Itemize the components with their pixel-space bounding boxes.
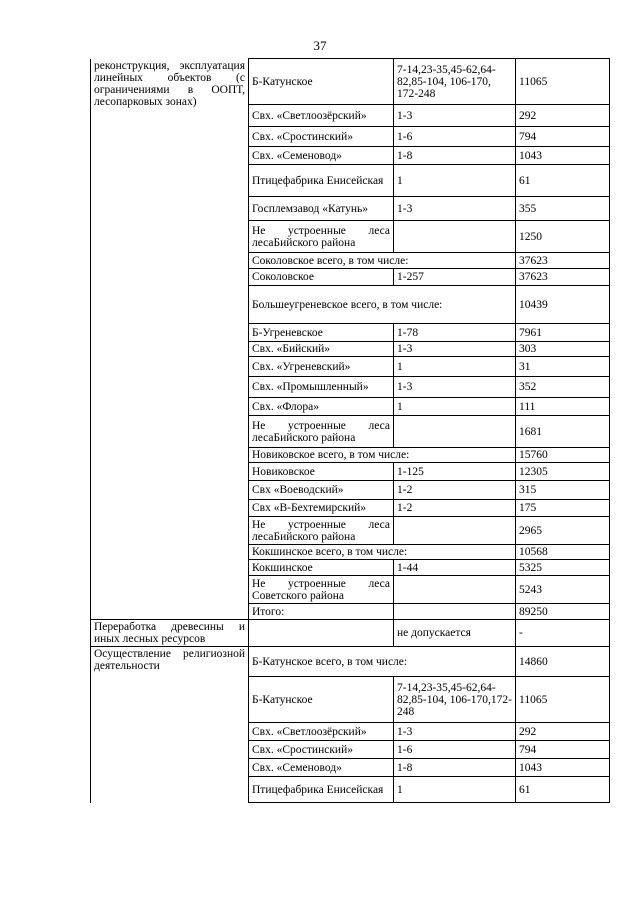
quarter-numbers-cell: 1-257 <box>394 269 516 286</box>
quarter-numbers-cell: 1-8 <box>394 147 516 165</box>
forestry-subtotal-cell: Б-Катунское всего, в том числе: <box>249 647 516 677</box>
forestry-name-cell: Птицефабрика Енисейская <box>249 165 394 197</box>
quarter-numbers-cell <box>394 604 516 620</box>
area-cell: 2965 <box>516 517 610 545</box>
area-cell: 10439 <box>516 286 610 324</box>
forestry-name-cell: Свх. «Семеновод» <box>249 759 394 777</box>
area-cell: 10568 <box>516 545 610 560</box>
area-cell: 1681 <box>516 416 610 448</box>
area-cell: 89250 <box>516 604 610 620</box>
forestry-name-cell: Свх «В-Бехтемирский» <box>249 500 394 517</box>
area-cell: 315 <box>516 481 610 500</box>
area-cell: - <box>516 620 610 647</box>
area-cell: 794 <box>516 741 610 759</box>
quarter-numbers-cell: 1-3 <box>394 197 516 221</box>
quarter-numbers-cell: 1 <box>394 777 516 803</box>
forestry-name-cell: Свх. «Светлоозёрский» <box>249 105 394 127</box>
area-cell: 1250 <box>516 221 610 253</box>
forestry-name-cell: Свх. «Бийский» <box>249 342 394 357</box>
activity-type-cell: Переработка древесины и иных лесных ресурсов <box>91 620 249 647</box>
forestry-name-cell: Б-Катунское <box>249 59 394 105</box>
table-row <box>91 647 610 677</box>
forestry-name-cell <box>249 620 394 647</box>
forestry-name-cell: Свх. «Светлоозёрский» <box>249 723 394 741</box>
area-cell: 37623 <box>516 253 610 269</box>
area-cell: 61 <box>516 777 610 803</box>
forestry-name-cell: Новиковское <box>249 463 394 481</box>
forestry-subtotal-cell: Соколовское всего, в том числе: <box>249 253 516 269</box>
area-cell: 15760 <box>516 448 610 463</box>
forestry-name-cell: Птицефабрика Енисейская <box>249 777 394 803</box>
forestry-name-cell: Кокшинское <box>249 560 394 576</box>
forestry-name-cell: Не устроенные леса лесаБийского района <box>249 517 394 545</box>
quarter-numbers-cell: 7-14,23-35,45-62,64-82,85-104, 106-170, 172-248 <box>394 59 516 105</box>
area-cell: 5243 <box>516 576 610 604</box>
forestry-name-cell: Свх. «Угреневский» <box>249 357 394 377</box>
activity-type-cell: реконструкция, эксплуатация линейных объектов (с ограничениями в ООПТ, лесопарковых зонах) <box>91 59 249 620</box>
area-cell: 303 <box>516 342 610 357</box>
forestry-name-cell: Свх. «Флора» <box>249 398 394 416</box>
table-row <box>91 59 610 105</box>
land-use-table <box>90 58 610 803</box>
table-row <box>91 620 610 647</box>
area-cell: 11065 <box>516 59 610 105</box>
area-cell: 355 <box>516 197 610 221</box>
quarter-numbers-cell: 1-3 <box>394 723 516 741</box>
forestry-name-cell: Свх. «Сростинский» <box>249 127 394 147</box>
area-cell: 794 <box>516 127 610 147</box>
area-cell: 12305 <box>516 463 610 481</box>
quarter-numbers-cell: 1-2 <box>394 481 516 500</box>
area-cell: 11065 <box>516 677 610 723</box>
forestry-name-cell: Б-Катунское <box>249 677 394 723</box>
page-number: 37 <box>313 38 327 53</box>
forestry-name-cell: Госплемзавод «Катунь» <box>249 197 394 221</box>
forestry-name-cell: Б-Угреневское <box>249 324 394 342</box>
forestry-name-cell: Свх. «Сростинский» <box>249 741 394 759</box>
area-cell: 1043 <box>516 147 610 165</box>
quarter-numbers-cell: 1-3 <box>394 105 516 127</box>
quarter-numbers-cell: 1-44 <box>394 560 516 576</box>
forestry-name-cell: Свх. «Семеновод» <box>249 147 394 165</box>
forestry-name-cell: Итого: <box>249 604 394 620</box>
quarter-numbers-cell: 1-125 <box>394 463 516 481</box>
forestry-name-cell: Не устроенные леса лесаБийского района <box>249 416 394 448</box>
quarter-numbers-cell <box>394 221 516 253</box>
forestry-subtotal-cell: Новиковское всего, в том числе: <box>249 448 516 463</box>
area-cell: 14860 <box>516 647 610 677</box>
forestry-name-cell: Соколовское <box>249 269 394 286</box>
area-cell: 352 <box>516 377 610 398</box>
quarter-numbers-cell: не допускается <box>394 620 516 647</box>
forestry-name-cell: Не устроенные леса лесаБийского района <box>249 221 394 253</box>
forestry-subtotal-cell: Кокшинское всего, в том числе: <box>249 545 516 560</box>
forestry-name-cell: Свх. «Промышленный» <box>249 377 394 398</box>
area-cell: 37623 <box>516 269 610 286</box>
quarter-numbers-cell: 1-6 <box>394 741 516 759</box>
quarter-numbers-cell <box>394 416 516 448</box>
quarter-numbers-cell: 1 <box>394 398 516 416</box>
quarter-numbers-cell: 7-14,23-35,45-62,64-82,85-104, 106-170,172-248 <box>394 677 516 723</box>
quarter-numbers-cell <box>394 517 516 545</box>
quarter-numbers-cell <box>394 576 516 604</box>
forestry-name-cell: Свх «Воеводский» <box>249 481 394 500</box>
area-cell: 292 <box>516 723 610 741</box>
activity-type-cell: Осуществление религиозной деятельности <box>91 647 249 803</box>
area-cell: 175 <box>516 500 610 517</box>
quarter-numbers-cell: 1-2 <box>394 500 516 517</box>
area-cell: 5325 <box>516 560 610 576</box>
area-cell: 7961 <box>516 324 610 342</box>
quarter-numbers-cell: 1-78 <box>394 324 516 342</box>
quarter-numbers-cell: 1-3 <box>394 377 516 398</box>
quarter-numbers-cell: 1 <box>394 165 516 197</box>
quarter-numbers-cell: 1-3 <box>394 342 516 357</box>
area-cell: 61 <box>516 165 610 197</box>
quarter-numbers-cell: 1-6 <box>394 127 516 147</box>
quarter-numbers-cell: 1-8 <box>394 759 516 777</box>
forestry-subtotal-cell: Большеугреневское всего, в том числе: <box>249 286 516 324</box>
area-cell: 111 <box>516 398 610 416</box>
forestry-name-cell: Не устроенные леса Советского района <box>249 576 394 604</box>
quarter-numbers-cell: 1 <box>394 357 516 377</box>
area-cell: 292 <box>516 105 610 127</box>
area-cell: 31 <box>516 357 610 377</box>
area-cell: 1043 <box>516 759 610 777</box>
